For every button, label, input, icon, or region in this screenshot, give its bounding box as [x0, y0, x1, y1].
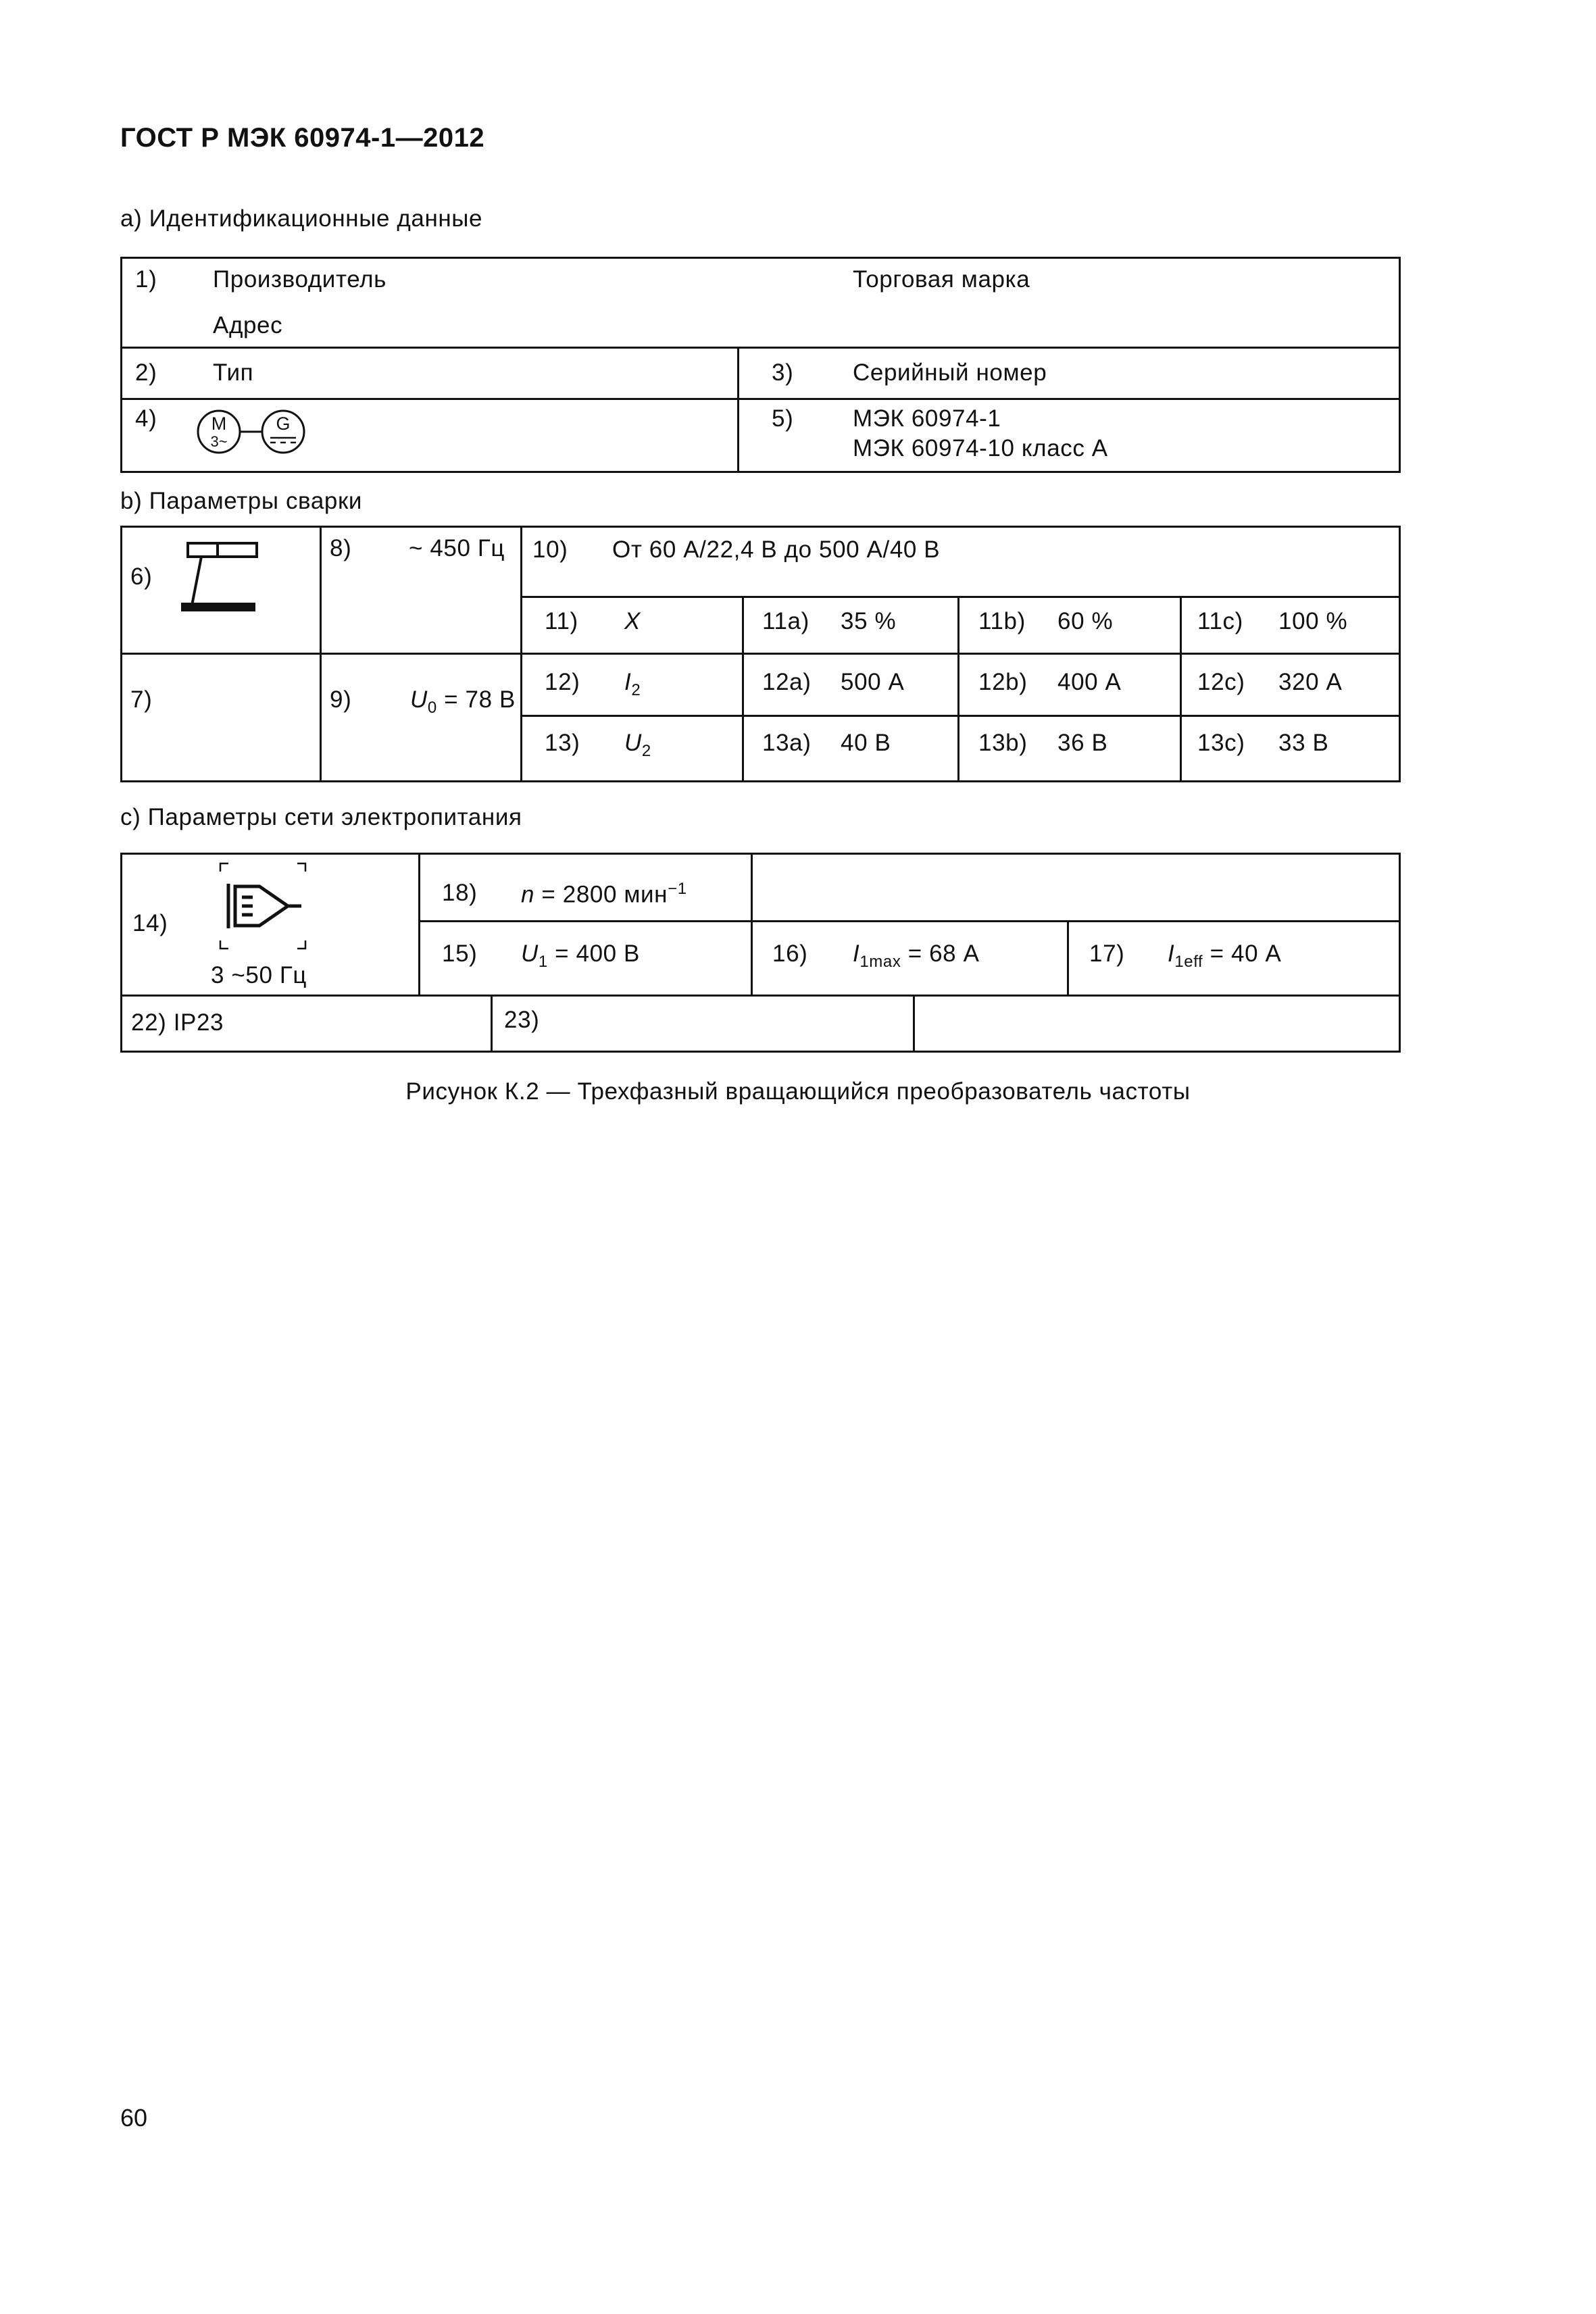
cell-number: 11a)	[762, 608, 809, 634]
load-voltage-b: 36 В	[1057, 730, 1108, 756]
torch-electrode	[192, 557, 201, 605]
cell-6-number: 6)	[130, 563, 153, 590]
divider	[418, 920, 1401, 922]
type-label: Тип	[213, 359, 254, 386]
row-number: 4)	[135, 405, 157, 432]
duty-cycle-c: 100 %	[1278, 608, 1348, 634]
cell-number: 11)	[545, 608, 578, 634]
current-a: 500 А	[841, 669, 905, 695]
divider	[120, 653, 1401, 655]
row-number: 1)	[135, 266, 157, 293]
supply-voltage-value: = 400 В	[547, 940, 640, 967]
divider	[491, 995, 493, 1053]
welding-range-value: От 60 А/22,4 В до 500 А/40 В	[612, 536, 941, 563]
page-number: 60	[120, 2104, 148, 2132]
divider	[520, 596, 1401, 598]
row-number: 5)	[772, 405, 794, 432]
divider	[520, 715, 1401, 717]
row-number: 2)	[135, 359, 157, 386]
motor-generator-icon	[192, 404, 310, 459]
divider	[913, 995, 915, 1053]
divider	[957, 596, 959, 782]
motor-phase: 3~	[210, 433, 228, 450]
frequency-value: ~ 450 Гц	[409, 535, 505, 561]
cell-number: 13)	[545, 730, 580, 756]
cell-number: 16)	[772, 940, 808, 967]
corner-mark	[220, 863, 228, 872]
current-subscript: 2	[631, 681, 641, 699]
current-letter: I	[624, 669, 632, 695]
generator-letter: G	[276, 413, 291, 434]
section-a-heading: a) Идентификационные данные	[120, 205, 483, 232]
trademark-label: Торговая марка	[853, 266, 1030, 293]
load-voltage-subscript: 2	[641, 742, 651, 760]
duty-cycle-b: 60 %	[1057, 608, 1114, 634]
document-title: ГОСТ Р МЭК 60974-1—2012	[120, 123, 485, 153]
voltage-value: = 78 В	[437, 686, 516, 713]
current-b: 400 А	[1057, 669, 1122, 695]
duty-cycle-symbol: X	[624, 608, 641, 634]
max-current-value: = 68 А	[901, 940, 980, 967]
row-number: 3)	[772, 359, 794, 386]
serial-number-label: Серийный номер	[853, 359, 1047, 386]
max-current-subscript: 1max	[859, 953, 901, 971]
current-c: 320 А	[1278, 669, 1343, 695]
max-current-symbol: I	[853, 940, 860, 967]
divider	[737, 347, 739, 473]
workpiece-bar	[181, 603, 255, 611]
cell-number: 23)	[504, 1007, 540, 1033]
speed-symbol: n	[521, 881, 535, 908]
mains-plug-icon	[218, 861, 308, 951]
corner-mark	[220, 940, 228, 949]
divider	[1067, 920, 1069, 995]
divider	[120, 347, 1401, 349]
load-voltage-c: 33 В	[1278, 730, 1329, 756]
cell-number: 13c)	[1197, 730, 1245, 756]
load-voltage-symbol	[624, 730, 651, 761]
cell-number: 14)	[132, 910, 168, 936]
manufacturer-label: Производитель	[213, 266, 386, 293]
no-load-voltage	[410, 686, 516, 718]
cell-number: 12c)	[1197, 669, 1245, 695]
cell-number: 9)	[330, 686, 352, 713]
address-label: Адрес	[213, 312, 283, 338]
standard-2: МЭК 60974-10 класс А	[853, 435, 1108, 461]
supply-voltage	[521, 940, 640, 972]
cell-number: 12a)	[762, 669, 812, 695]
corner-mark	[297, 940, 305, 949]
welding-torch-icon	[181, 540, 259, 613]
cell-number: 11b)	[978, 608, 1026, 634]
cell-number: 18)	[442, 880, 478, 906]
torch-body	[188, 543, 257, 557]
divider	[120, 398, 1401, 400]
supply-frequency: 3 ~50 Гц	[211, 962, 307, 988]
duty-cycle-a: 35 %	[841, 608, 897, 634]
divider	[120, 995, 1401, 997]
divider	[1180, 596, 1182, 782]
eff-current-value: = 40 А	[1203, 940, 1282, 967]
corner-mark	[297, 863, 305, 872]
cell-number: 13b)	[978, 730, 1028, 756]
cell-number: 12)	[545, 669, 580, 695]
cell-number: 10)	[532, 536, 568, 563]
speed-value: = 2800 мин	[534, 881, 668, 908]
cell-number: 11c)	[1197, 608, 1243, 634]
max-supply-current	[853, 940, 980, 972]
rotation-speed	[521, 880, 687, 909]
divider	[751, 853, 753, 995]
divider	[742, 596, 744, 782]
cell-number: 17)	[1089, 940, 1125, 967]
divider	[418, 853, 420, 995]
current-symbol	[624, 669, 641, 700]
load-voltage-letter: U	[624, 730, 642, 756]
cell-number: 13a)	[762, 730, 812, 756]
standard-1: МЭК 60974-1	[853, 405, 1001, 432]
speed-unit-exponent: −1	[668, 880, 687, 898]
protection-degree: 22) IP23	[131, 1009, 224, 1036]
supply-voltage-symbol: U	[521, 940, 539, 967]
eff-current-symbol: I	[1168, 940, 1175, 967]
section-c-heading: c) Параметры сети электропитания	[120, 804, 522, 830]
cell-number: 8)	[330, 535, 352, 561]
section-b-heading: b) Параметры сварки	[120, 488, 363, 514]
figure-caption: Рисунок К.2 — Трехфазный вращающийся преобразователь частоты	[405, 1078, 1191, 1105]
load-voltage-a: 40 В	[841, 730, 891, 756]
voltage-subscript: 0	[427, 699, 437, 717]
voltage-symbol: U	[410, 686, 428, 713]
cell-number: 12b)	[978, 669, 1028, 695]
motor-letter: M	[211, 413, 227, 434]
eff-current-subscript: 1eff	[1174, 953, 1203, 971]
effective-supply-current	[1168, 940, 1281, 972]
cell-7-number: 7)	[130, 686, 153, 713]
supply-voltage-subscript: 1	[538, 953, 548, 971]
cell-number: 15)	[442, 940, 478, 967]
